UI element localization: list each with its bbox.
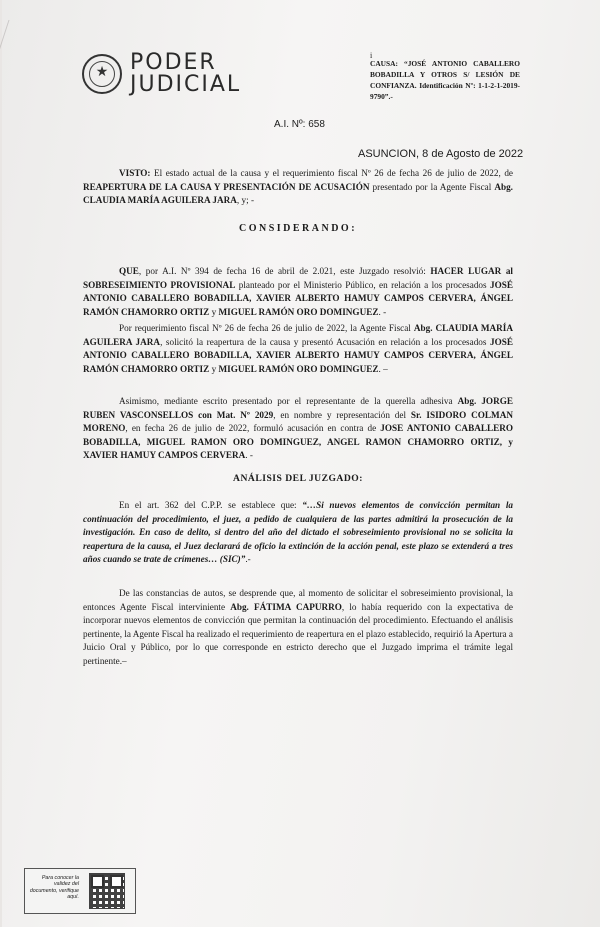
case-caption-mark: i <box>370 51 373 60</box>
verification-note: Para conocer la validez del documento, verifique aquí. <box>29 875 79 901</box>
resolution-number: A.I. Nº: 658 <box>274 119 325 130</box>
poder-judicial-logo <box>82 52 241 96</box>
considerando-heading: CONSIDERANDO: <box>238 223 358 234</box>
requerimiento-paragraph: Por requerimiento fiscal Nº 26 de fecha 26 de julio de 2022, la Agente Fiscal Abg. CLAUDIA MARÍA AGUILERA JARA, solicitó la reapertura de la causa y presentó Acusación en relación a los procesados JOSÉ ANTONIO CABALLERO BOBADILLA, XAVIER ALBERTO HAMUY CAMPOS CERVERA, ÁNGEL RAMÓN CHAMORRO ORTIZ y MIGUEL RAMÓN ORO DOMINGUEZ. – <box>83 323 513 374</box>
place-date: ASUNCION, 8 de Agosto de 2022 <box>358 148 524 160</box>
analisis-heading: ANÁLISIS DEL JUZGADO: <box>233 473 363 484</box>
article-362-paragraph: En el art. 362 del C.P.P. se establece que: “…Si nuevos elementos de convicción permitan la continuación del procedimiento, el juez, a pedido de cualquiera de las partes admitirá la prosecución de la investigación. En caso de delito, si dentro del año del dictado el sobreseimiento provisional no se solicita la reapertura de la causa, el Juez declarará de oficio la extinción de la acción penal, este plazo se extenderá a tres años cuando se trate de crímenes… (SIC)”.- <box>83 500 513 565</box>
constancias-paragraph: De las constancias de autos, se desprende que, al momento de solicitar el sobreseimiento provisional, la entonces Agente Fiscal interviniente Abg. FÁTIMA CAPURRO, lo había requerido con la expectativa de incorporar nuevos elementos de convicción que permitan la continuación del procedimiento. Efectuando el análisis pertinente, la Agente Fiscal ha realizado el requerimiento de reapertura en el plazo establecido, requirió la Apertura a Juicio Oral y Público, por lo que corresponde en estricto derecho que el Juzgado imprima el trámite legal pertinente.– <box>83 588 513 666</box>
asimismo-paragraph: Asimismo, mediante escrito presentado por el representante de la querella adhesiva Abg. JORGE RUBEN VASCONSELLOS con Mat. Nº 2029, en nombre y representación del Sr. ISIDORO COLMAN MORENO, en fecha 26 de julio de 2022, formuló acusación en contra de JOSE ANTONIO CABALLERO BOBADILLA, MIGUEL RAMON ORO DOMINGUEZ, ANGEL RAMON CHAMORRO ORTIZ, y XAVIER HAMUY CAMPOS CERVERA. - <box>83 396 513 461</box>
case-caption-text: CAUSA: “JOSÉ ANTONIO CABALLERO BOBADILLA Y OTROS S/ LESIÓN DE CONFIANZA. Identificación Nº: 1-1-2-1-2019-9790”.- <box>370 59 520 101</box>
document-page <box>2 0 600 927</box>
case-caption <box>370 51 520 102</box>
verification-box[interactable] <box>24 868 136 914</box>
logo-line-2: JUDICIAL <box>130 72 242 97</box>
qr-code-icon[interactable] <box>89 873 125 909</box>
paper-fold-mark <box>0 20 23 60</box>
logo-line-1: PODER <box>130 50 217 75</box>
visto-paragraph: VISTO: El estado actual de la causa y el requerimiento fiscal Nº 26 de fecha 26 de julio de 2022, de REAPERTURA DE LA CAUSA Y PRESENTACIÓN DE ACUSACIÓN presentado por la Agente Fiscal Abg. CLAUDIA MARÍA AGUILERA JARA, y; - <box>83 168 513 206</box>
national-seal-icon <box>82 54 122 94</box>
que-paragraph: QUE, por A.I. Nº 394 de fecha 16 de abril de 2.021, este Juzgado resolvió: HACER LUGAR al SOBRESEIMIENTO PROVISIONAL planteado por el Ministerio Público, en relación a los procesados JOSÉ ANTONIO CABALLERO BOBADILLA, XAVIER ALBERTO HAMUY CAMPOS CERVERA, ÁNGEL RAMÓN CHAMORRO ORTIZ y MIGUEL RAMÓN ORO DOMINGUEZ. - <box>83 266 513 317</box>
